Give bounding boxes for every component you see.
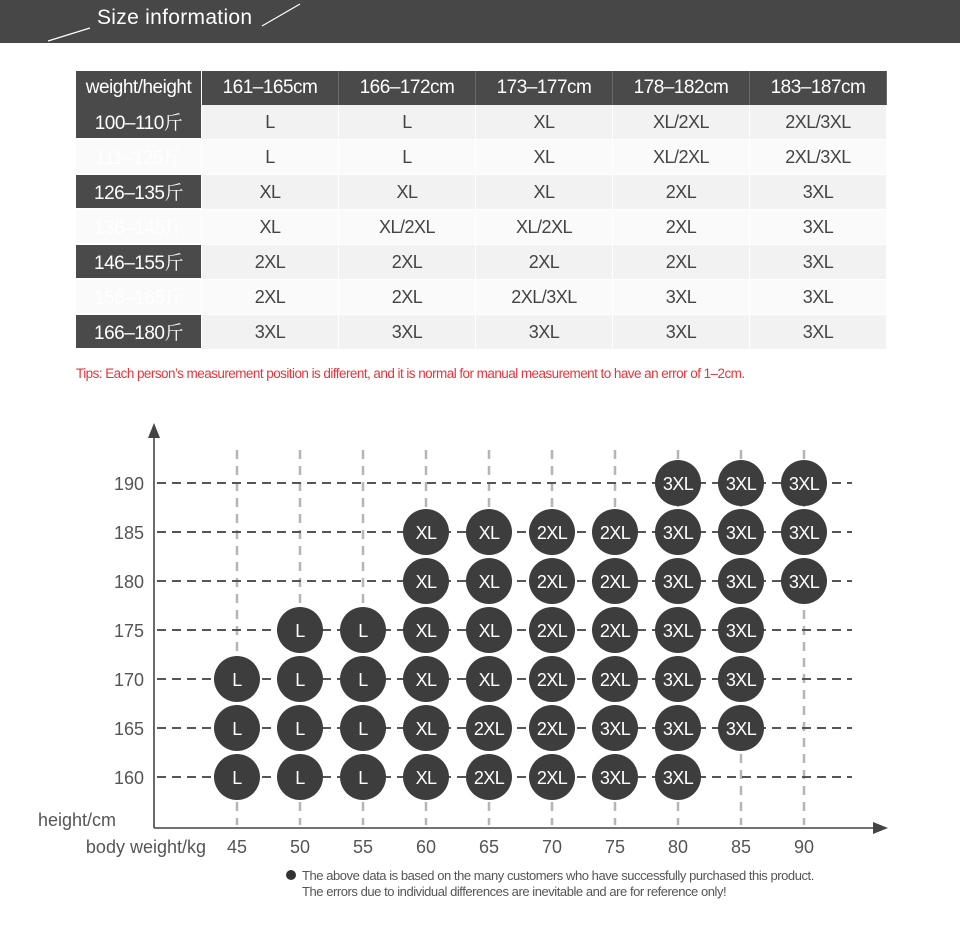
table-body xyxy=(76,105,887,350)
table-cell: 3XL xyxy=(613,315,750,350)
table-column-header: 161–165cm xyxy=(202,71,339,105)
table-row xyxy=(76,280,887,315)
size-dot-label: 2XL xyxy=(536,768,568,788)
x-tick-label: 75 xyxy=(604,837,626,857)
size-dot-label: 2XL xyxy=(536,719,568,739)
x-tick-label: 65 xyxy=(478,837,500,857)
table-cell: XL xyxy=(202,210,339,245)
table-cell: 3XL xyxy=(476,315,613,350)
table-cell: XL/2XL xyxy=(476,210,613,245)
table-cell: 3XL xyxy=(339,315,476,350)
table-row xyxy=(76,315,887,350)
table-column-header: 173–177cm xyxy=(476,71,613,105)
table-cell: 3XL xyxy=(750,280,887,315)
size-dot-label: L xyxy=(232,768,242,788)
size-dot-label: XL xyxy=(415,719,437,739)
table-cell: XL xyxy=(339,175,476,210)
table-cell: 3XL xyxy=(750,175,887,210)
size-dot-label: 3XL xyxy=(662,621,694,641)
size-dot-label: 2XL xyxy=(599,621,631,641)
size-dot-label: L xyxy=(232,719,242,739)
size-dot-label: 3XL xyxy=(725,670,757,690)
y-tick-label: 180 xyxy=(113,572,144,592)
x-tick-label: 55 xyxy=(352,837,374,857)
table-cell: 2XL xyxy=(202,245,339,280)
size-dot-label: XL xyxy=(478,523,500,543)
y-tick-label: 165 xyxy=(113,719,144,739)
table-cell: 3XL xyxy=(750,210,887,245)
size-dot-label: 3XL xyxy=(725,523,757,543)
footnote-text-1: The above data is based on the many customers who have successfully purchased this product. xyxy=(302,868,814,883)
size-dot-label: 2XL xyxy=(536,523,568,543)
table-cell: L xyxy=(339,105,476,140)
size-dot-label: L xyxy=(358,621,368,641)
y-axis-label: height/cm xyxy=(37,810,116,830)
table-row-label: 136–145斤 xyxy=(76,210,202,245)
size-dot-label: XL xyxy=(415,621,437,641)
size-dot-label: 2XL xyxy=(599,523,631,543)
size-dot-label: 3XL xyxy=(788,474,820,494)
size-dot-label: 3XL xyxy=(725,621,757,641)
table-cell: 2XL/3XL xyxy=(476,280,613,315)
size-dot-label: 3XL xyxy=(788,523,820,543)
table-header-row xyxy=(76,71,887,105)
x-axis-label: body weight/kg xyxy=(85,837,206,857)
size-dot-label: 2XL xyxy=(473,768,505,788)
size-dot-label: L xyxy=(358,719,368,739)
table-column-header: 178–182cm xyxy=(613,71,750,105)
table-row xyxy=(76,140,887,175)
size-dot-label: 3XL xyxy=(725,719,757,739)
size-dot-label: 3XL xyxy=(662,719,694,739)
size-dot-label: 2XL xyxy=(473,719,505,739)
x-tick-label: 60 xyxy=(415,837,437,857)
x-tick-label: 85 xyxy=(730,837,752,857)
table-cell: 3XL xyxy=(202,315,339,350)
size-dot-label: XL xyxy=(478,621,500,641)
table-cell: 2XL/3XL xyxy=(750,140,887,175)
table-cell: XL xyxy=(476,105,613,140)
table-row-label: 111–125斤 xyxy=(76,140,202,175)
tips-text: Tips: Each person’s measurement position is different, and it is normal for manual measurement to have an error of 1–2cm. xyxy=(76,366,745,381)
table-corner-label: weight/height xyxy=(76,71,202,105)
size-dot-label: 3XL xyxy=(599,719,631,739)
table-row xyxy=(76,105,887,140)
size-dot-label: 3XL xyxy=(788,572,820,592)
table-column-header: 183–187cm xyxy=(750,71,887,105)
table-cell: L xyxy=(339,140,476,175)
table-cell: 2XL xyxy=(613,245,750,280)
x-axis-arrow-icon xyxy=(873,822,888,834)
bullet-icon xyxy=(286,870,296,880)
table-row-label: 166–180斤 xyxy=(76,315,202,350)
table-cell: L xyxy=(202,140,339,175)
x-tick-label: 90 xyxy=(793,837,815,857)
table-cell: 2XL xyxy=(339,245,476,280)
size-dot-label: XL xyxy=(478,670,500,690)
y-tick-label: 190 xyxy=(113,474,144,494)
size-dot-label: 2XL xyxy=(599,572,631,592)
table-cell: 2XL xyxy=(613,175,750,210)
header-bar xyxy=(0,0,960,43)
size-dot-label: L xyxy=(358,768,368,788)
size-dot-label: 2XL xyxy=(599,670,631,690)
y-tick-label: 175 xyxy=(113,621,144,641)
size-dot-label: L xyxy=(232,670,242,690)
size-dot-label: L xyxy=(295,719,305,739)
size-dot-label: 3XL xyxy=(662,474,694,494)
size-dot-label: XL xyxy=(415,768,437,788)
size-scatter-chart xyxy=(0,410,960,860)
page-title: Size information xyxy=(97,6,253,29)
size-dot-label: XL xyxy=(478,572,500,592)
size-dot-label: XL xyxy=(415,572,437,592)
size-table xyxy=(76,71,887,350)
y-tick-label: 160 xyxy=(113,768,144,788)
table-cell: 2XL xyxy=(476,245,613,280)
table-cell: XL xyxy=(476,140,613,175)
table-column-header: 166–172cm xyxy=(339,71,476,105)
size-dot-label: L xyxy=(295,621,305,641)
table-row xyxy=(76,210,887,245)
table-cell: 3XL xyxy=(750,245,887,280)
table-cell: L xyxy=(202,105,339,140)
size-dot-label: 3XL xyxy=(725,572,757,592)
table-cell: XL xyxy=(202,175,339,210)
y-tick-label: 185 xyxy=(113,523,144,543)
size-dot-label: XL xyxy=(415,523,437,543)
size-dot-label: L xyxy=(295,670,305,690)
table-cell: XL xyxy=(476,175,613,210)
x-tick-label: 80 xyxy=(667,837,689,857)
table-row xyxy=(76,245,887,280)
size-dot-label: 2XL xyxy=(536,670,568,690)
table-cell: 3XL xyxy=(613,280,750,315)
y-tick-label: 170 xyxy=(113,670,144,690)
size-dot-label: L xyxy=(358,670,368,690)
footnote-line-2: The errors due to individual differences are inevitable and are for reference only! xyxy=(302,884,727,899)
size-dot-label: 3XL xyxy=(725,474,757,494)
size-dot-label: XL xyxy=(415,670,437,690)
size-dot-label: L xyxy=(295,768,305,788)
table-cell: 3XL xyxy=(750,315,887,350)
table-row xyxy=(76,175,887,210)
table-cell: XL/2XL xyxy=(339,210,476,245)
x-tick-label: 50 xyxy=(289,837,311,857)
x-tick-label: 45 xyxy=(226,837,248,857)
table-cell: 2XL xyxy=(202,280,339,315)
footnote-line-1 xyxy=(286,868,814,884)
y-axis-arrow-icon xyxy=(148,423,160,438)
table-cell: XL/2XL xyxy=(613,105,750,140)
size-dot-label: 3XL xyxy=(599,768,631,788)
table-row-label: 126–135斤 xyxy=(76,175,202,210)
table-cell: 2XL xyxy=(613,210,750,245)
table-cell: 2XL/3XL xyxy=(750,105,887,140)
table-row-label: 100–110斤 xyxy=(76,105,202,140)
x-tick-label: 70 xyxy=(541,837,563,857)
footnote xyxy=(286,868,814,900)
table-cell: XL/2XL xyxy=(613,140,750,175)
table-row-label: 156–165斤 xyxy=(76,280,202,315)
table-row-label: 146–155斤 xyxy=(76,245,202,280)
table-cell: 2XL xyxy=(339,280,476,315)
size-dot-label: 3XL xyxy=(662,572,694,592)
size-dot-label: 2XL xyxy=(536,572,568,592)
size-dot-label: 3XL xyxy=(662,768,694,788)
size-dot-label: 2XL xyxy=(536,621,568,641)
size-dot-label: 3XL xyxy=(662,523,694,543)
size-dot-label: 3XL xyxy=(662,670,694,690)
